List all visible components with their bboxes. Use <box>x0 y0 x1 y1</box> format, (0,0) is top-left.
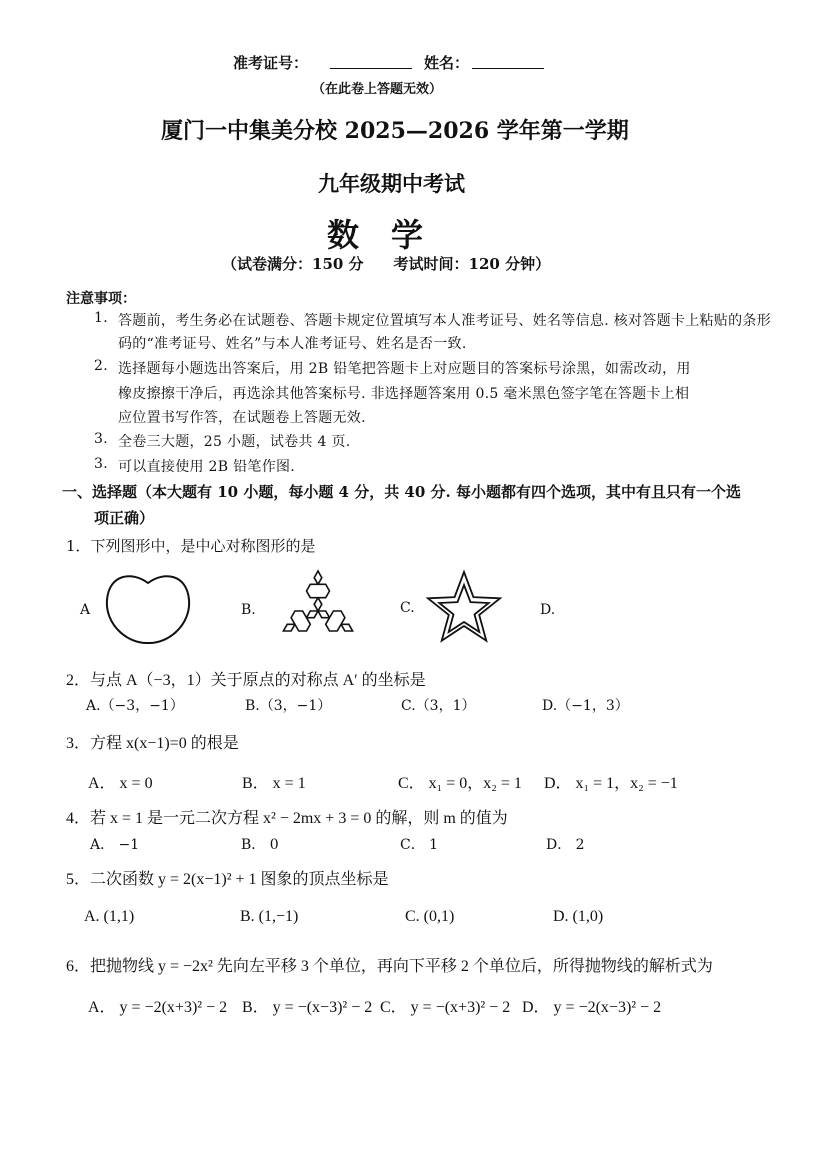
q6-option-a: A． y = −2(x+3)² − 2 <box>88 999 228 1016</box>
exam-name: 九年级期中考试 <box>318 171 465 196</box>
heart-icon <box>104 570 192 648</box>
notice-num-1: 1. <box>94 310 108 326</box>
q4-option-d: D． 2 <box>546 837 585 853</box>
section1-heading: 一、选择题（本大题有 10 小题，每小题 4 分，共 40 分. 每小题都有四个选项，其中有且只有一个选 <box>62 483 741 501</box>
q5-option-c: C. (0,1) <box>405 908 455 925</box>
notice-2-line-1: 选择题每小题选出答案后，用 2B 铅笔把答题卡上对应题目的答案标号涂黑，如需改动，用 <box>118 361 691 377</box>
name-label: 姓名： <box>424 54 470 72</box>
notice-num-4: 3. <box>94 456 108 472</box>
notice-num-3: 3. <box>94 431 108 447</box>
notice-2-line-2: 橡皮擦擦干净后，再选涂其他答案标号. 非选择题答案用 0.5 毫米黑色签字笔在答题卡上相 <box>118 386 690 402</box>
section1-heading-cont: 项正确） <box>94 509 155 527</box>
q6-option-d: D． y = −2(x−3)² − 2 <box>522 999 662 1016</box>
invalid-note: （在此卷上答题无效） <box>312 82 443 97</box>
q6-option-b: B． y = −(x−3)² − 2 <box>242 999 373 1016</box>
q1-option-c: C. <box>400 600 415 616</box>
q1-option-d: D. <box>540 602 556 618</box>
q6-stem: 6．把抛物线 y = −2x² 先向左平移 3 个单位，再向下平移 2 个单位后，所得抛物线的解析式为 <box>66 958 713 975</box>
q5-stem: 5．二次函数 y = 2(x−1)² + 1 图象的顶点坐标是 <box>66 871 389 888</box>
q3-option-d: D． x₁ = 1，x₂ = −1 <box>544 775 678 792</box>
notice-1-line-1: 答题前，考生务必在试题卷、答题卡规定位置填写本人准考证号、姓名等信息. 核对答题卡上粘贴的条形 <box>118 313 771 329</box>
name-blank <box>472 68 544 69</box>
exam-meta: （试卷满分：150 分 考试时间：120 分钟） <box>222 255 551 273</box>
q2-option-b: B.（3，−1） <box>245 698 332 714</box>
school-title: 厦门一中集美分校 2025—2026 学年第一学期 <box>161 118 629 144</box>
q1-option-b: B. <box>241 602 256 618</box>
notice-heading: 注意事项： <box>66 291 136 307</box>
q2-option-c: C.（3，1） <box>401 698 476 714</box>
q4-option-a: A． −1 <box>90 837 140 853</box>
notice-4-line-1: 可以直接使用 2B 铅笔作图. <box>118 459 296 475</box>
notice-num-2: 2. <box>94 358 108 374</box>
q4-stem: 4．若 x = 1 是一元二次方程 x² − 2mx + 3 = 0 的解，则 m 的值为 <box>66 810 508 827</box>
q2-option-d: D.（−1，3） <box>542 698 629 714</box>
q2-stem: 2．与点 A（−3，1）关于原点的对称点 A′ 的坐标是 <box>66 672 426 689</box>
q3-option-c: C． x₁ = 0，x₂ = 1 <box>398 775 522 792</box>
q3-option-a: A． x = 0 <box>88 775 153 792</box>
notice-3-line-1: 全卷三大题，25 小题，试卷共 4 页. <box>118 434 351 450</box>
notice-1-line-2: 码的“准考证号、姓名”与本人准考证号、姓名是否一致. <box>118 336 467 352</box>
q5-option-d: D. (1,0) <box>553 908 604 925</box>
q1-stem: 1．下列图形中，是中心对称图形的是 <box>66 537 316 555</box>
notice-2-line-3: 应位置书写作答，在试题卷上答题无效. <box>118 410 366 426</box>
q2-option-a: A.（−3，−1） <box>86 698 184 714</box>
koch-snowflake-icon <box>272 563 364 655</box>
exam-id-blank <box>330 68 412 69</box>
subject-title: 数 学 <box>327 216 424 254</box>
q5-option-a: A. (1,1) <box>84 908 135 925</box>
q6-option-c: C． y = −(x+3)² − 2 <box>380 999 511 1016</box>
star-icon <box>426 570 502 646</box>
q5-option-b: B. (1,−1) <box>240 908 299 925</box>
q3-stem: 3．方程 x(x−1)=0 的根是 <box>66 735 239 752</box>
q4-option-c: C． 1 <box>400 837 439 853</box>
q3-option-b: B． x = 1 <box>242 775 306 792</box>
exam-id-label: 准考证号： <box>233 54 309 72</box>
q4-option-b: B． 0 <box>241 837 279 853</box>
q1-option-a: A <box>80 602 91 618</box>
